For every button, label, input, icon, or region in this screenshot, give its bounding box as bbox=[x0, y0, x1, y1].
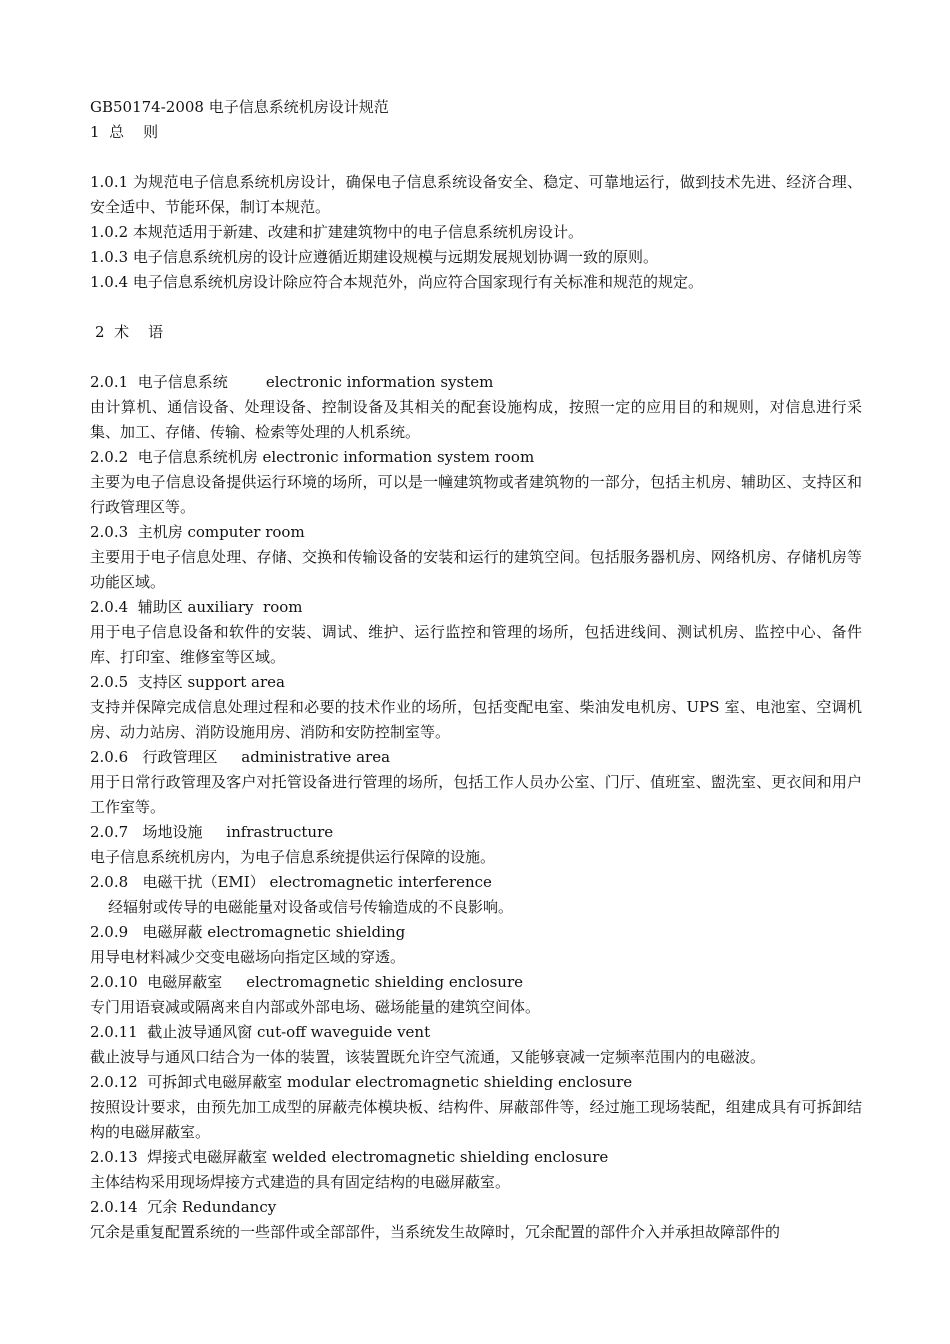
term-definition: 支持并保障完成信息处理过程和必要的技术作业的场所，包括变配电室、柴油发电机房、UPS 室、电池室、空调机房、动力站房、消防设施用房、消防和安防控制室等。 bbox=[90, 698, 862, 741]
term-heading: 2.0.11 截止波导通风窗 cut-off waveguide vent bbox=[90, 1023, 431, 1041]
term-heading: 2.0.10 电磁屏蔽室 electromagnetic shielding enclosure bbox=[90, 973, 524, 991]
clause-1-0-2: 1.0.2 本规范适用于新建、改建和扩建建筑物中的电子信息系统机房设计。 bbox=[90, 223, 583, 241]
term-heading: 2.0.1 电子信息系统 electronic information system bbox=[90, 373, 494, 391]
spacer bbox=[90, 345, 862, 370]
term-definition: 冗余是重复配置系统的一些部件或全部部件，当系统发生故障时，冗余配置的部件介入并承担故障部件的 bbox=[90, 1223, 781, 1241]
term-definition: 主要用于电子信息处理、存储、交换和传输设备的安装和运行的建筑空间。包括服务器机房、网络机房、存储机房等功能区域。 bbox=[90, 548, 862, 591]
term-heading: 2.0.9 电磁屏蔽 electromagnetic shielding bbox=[90, 923, 406, 941]
term-heading: 2.0.8 电磁干扰（EMI） electromagnetic interference bbox=[90, 873, 492, 891]
term-definition: 主要为电子信息设备提供运行环境的场所，可以是一幢建筑物或者建筑物的一部分，包括主机房、辅助区、支持区和行政管理区等。 bbox=[90, 473, 862, 516]
term-definition: 截止波导与通风口结合为一体的装置，该装置既允许空气流通，又能够衰减一定频率范围内的电磁波。 bbox=[90, 1048, 766, 1066]
document-page bbox=[90, 95, 862, 1245]
term-heading: 2.0.6 行政管理区 administrative area bbox=[90, 748, 391, 766]
term-heading: 2.0.3 主机房 computer room bbox=[90, 523, 305, 541]
term-heading: 2.0.7 场地设施 infrastructure bbox=[90, 823, 334, 841]
term-heading: 2.0.4 辅助区 auxiliary room bbox=[90, 598, 303, 616]
term-heading: 2.0.2 电子信息系统机房 electronic information system room bbox=[90, 448, 535, 466]
term-definition: 主体结构采用现场焊接方式建造的具有固定结构的电磁屏蔽室。 bbox=[90, 1173, 511, 1191]
clause-1-0-4: 1.0.4 电子信息系统机房设计除应符合本规范外，尚应符合国家现行有关标准和规范的规定。 bbox=[90, 273, 703, 291]
term-definition: 专门用语衰减或隔离来自内部或外部电场、磁场能量的建筑空间体。 bbox=[90, 998, 541, 1016]
term-definition: 用导电材料减少交变电磁场向指定区域的穿透。 bbox=[90, 948, 406, 966]
chapter-2-heading: 2 术 语 bbox=[95, 323, 164, 341]
clause-1-0-1: 1.0.1 为规范电子信息系统机房设计，确保电子信息系统设备安全、稳定、可靠地运行，做到技术先进、经济合理、安全适中、节能环保，制订本规范。 bbox=[90, 173, 862, 216]
term-heading: 2.0.14 冗余 Redundancy bbox=[90, 1198, 277, 1216]
term-heading: 2.0.5 支持区 support area bbox=[90, 673, 285, 691]
chapter-1-heading: 1 总 则 bbox=[90, 123, 159, 141]
term-heading: 2.0.12 可拆卸式电磁屏蔽室 modular electromagnetic shielding enclosure bbox=[90, 1073, 633, 1091]
term-definition: 按照设计要求，由预先加工成型的屏蔽壳体模块板、结构件、屏蔽部件等，经过施工现场装配，组建成具有可拆卸结构的电磁屏蔽室。 bbox=[90, 1098, 862, 1141]
term-definition: 电子信息系统机房内，为电子信息系统提供运行保障的设施。 bbox=[90, 848, 496, 866]
term-heading: 2.0.13 焊接式电磁屏蔽室 welded electromagnetic shielding enclosure bbox=[90, 1148, 609, 1166]
clause-1-0-3: 1.0.3 电子信息系统机房的设计应遵循近期建设规模与远期发展规划协调一致的原则。 bbox=[90, 248, 658, 266]
term-definition: 由计算机、通信设备、处理设备、控制设备及其相关的配套设施构成，按照一定的应用目的和规则，对信息进行采集、加工、存储、传输、检索等处理的人机系统。 bbox=[90, 398, 862, 441]
term-definition: 经辐射或传导的电磁能量对设备或信号传输造成的不良影响。 bbox=[108, 898, 514, 916]
document-title: GB50174-2008 电子信息系统机房设计规范 bbox=[90, 98, 389, 116]
term-definition: 用于电子信息设备和软件的安装、调试、维护、运行监控和管理的场所，包括进线间、测试机房、监控中心、备件库、打印室、维修室等区域。 bbox=[90, 623, 862, 666]
spacer bbox=[90, 295, 862, 320]
spacer bbox=[90, 145, 862, 170]
term-definition: 用于日常行政管理及客户对托管设备进行管理的场所，包括工作人员办公室、门厅、值班室、盥洗室、更衣间和用户工作室等。 bbox=[90, 773, 862, 816]
